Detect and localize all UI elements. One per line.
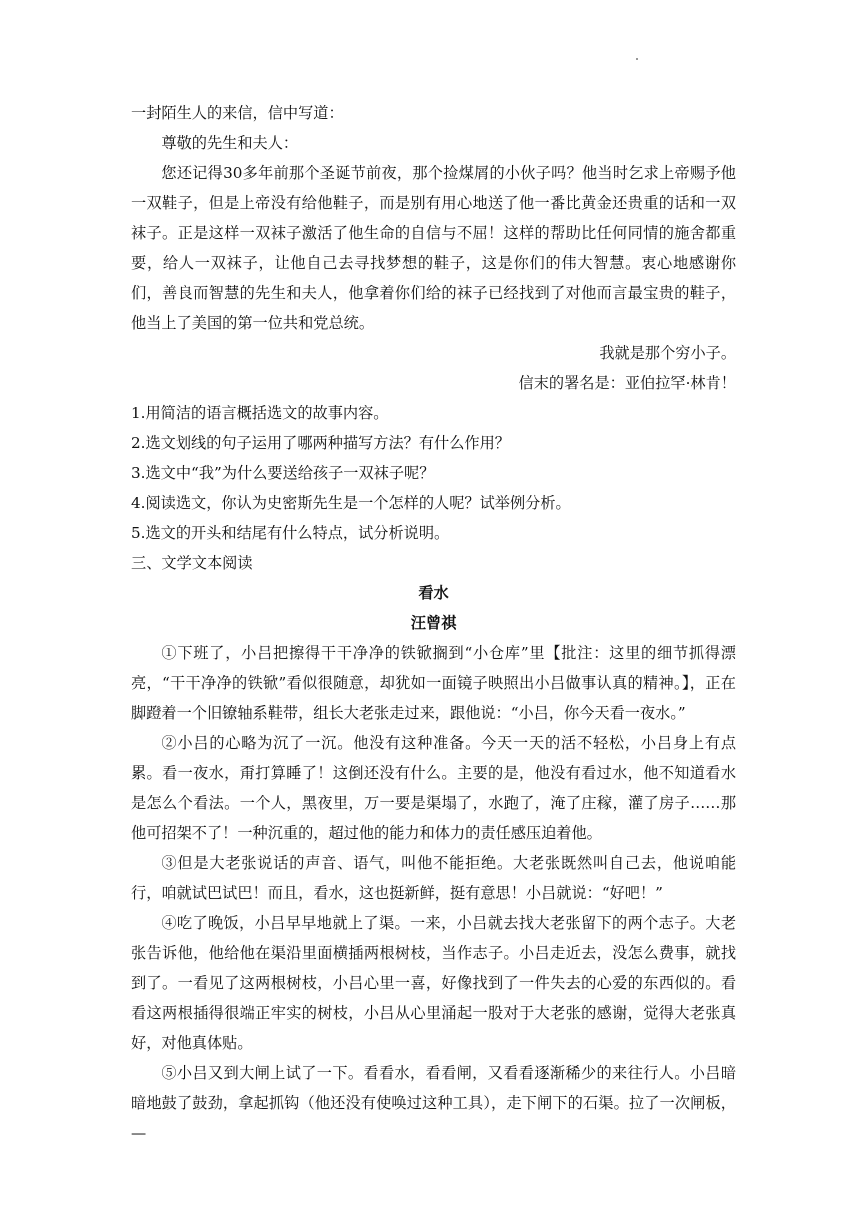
story-paragraph-2: ②小吕的心略为沉了一沉。他没有这种准备。今天一天的活不轻松，小吕身上有点累。看一夜水，甭打算睡了！这倒还没有什么。主要的是，他没有看过水，他不知道看水是怎么个看法。一个人，黑夜里，万一要是渠塌了，水跑了，淹了庄稼，灌了房子……那他可招架不了！一种沉重的，超过他的能力和体力的责任感压迫着他。 — [131, 734, 736, 842]
story-paragraph-5: ⑤小吕又到大闸上试了一下。看看水，看看闸，又看看逐渐稀少的来往行人。小吕暗暗地鼓了鼓劲，拿起抓钩（他还没有使唤过这种工具），走下闸下的石渠。拉了一次闸板，— — [131, 1064, 736, 1142]
story-author: 汪曾祺 — [410, 614, 457, 632]
letter-salutation: 尊敬的先生和夫人： — [161, 134, 299, 152]
document-page — [131, 98, 736, 1148]
letter-signature: 信末的署名是：亚伯拉罕·林肯！ — [518, 374, 736, 392]
page-mark — [636, 58, 638, 60]
letter-closing: 我就是那个穷小子。 — [599, 344, 736, 362]
question-2: 2.选文划线的句子运用了哪两种描写方法？有什么作用？ — [131, 434, 510, 452]
question-3: 3.选文中“我”为什么要送给孩子一双袜子呢？ — [131, 464, 435, 482]
question-5: 5.选文的开头和结尾有什么特点，试分析说明。 — [131, 524, 450, 542]
question-4: 4.阅读选文，你认为史密斯先生是一个怎样的人呢？试举例分析。 — [131, 494, 571, 512]
story-paragraph-4: ④吃了晚饭，小吕早早地就上了渠。一来，小吕就去找大老张留下的两个志子。大老张告诉他，他给他在渠沿里面横插两根树枝，当作志子。小吕走近去，没怎么费事，就找到了。一看见了这两根树枝，小吕心里一喜，好像找到了一件失去的心爱的东西似的。看看这两根插得很端正牢实的树枝，小吕从心里涌起一股对于大老张的感谢，觉得大老张真好，对他真体贴。 — [131, 914, 736, 1052]
section-heading: 三、文学文本阅读 — [131, 554, 253, 572]
question-1: 1.用简洁的语言概括选文的故事内容。 — [131, 404, 389, 422]
letter-intro: 一封陌生人的来信，信中写道： — [131, 104, 344, 122]
letter-body: 您还记得30多年前那个圣诞节前夜，那个捡煤屑的小伙子吗？他当时乞求上帝赐予他一双鞋子，但是上帝没有给他鞋子，而是别有用心地送了他一番比黄金还贵重的话和一双袜子。正是这样一双袜子激活了他生命的自信与不屈！这样的帮助比任何同情的施舍都重要，给人一双袜子，让他自己去寻找梦想的鞋子，这是你们的伟大智慧。衷心地感谢你们，善良而智慧的先生和夫人，他拿着你们给的袜子已经找到了对他而言最宝贵的鞋子，他当上了美国的第一位共和党总统。 — [131, 164, 736, 332]
story-paragraph-3: ③但是大老张说话的声音、语气，叫他不能拒绝。大老张既然叫自己去，他说咱能行，咱就试巴试巴！而且，看水，这也挺新鲜，挺有意思！小吕就说：“好吧！” — [131, 854, 736, 902]
story-paragraph-1: ①下班了，小吕把擦得干干净净的铁锨搁到“小仓库”里【批注：这里的细节抓得漂亮，“干干净净的铁锨”看似很随意，却犹如一面镜子映照出小吕做事认真的精神。】，正在脚蹬着一个旧镣轴系鞋带，组长大老张走过来，跟他说：“小吕，你今天看一夜水。” — [131, 644, 736, 722]
story-title: 看水 — [418, 584, 449, 602]
